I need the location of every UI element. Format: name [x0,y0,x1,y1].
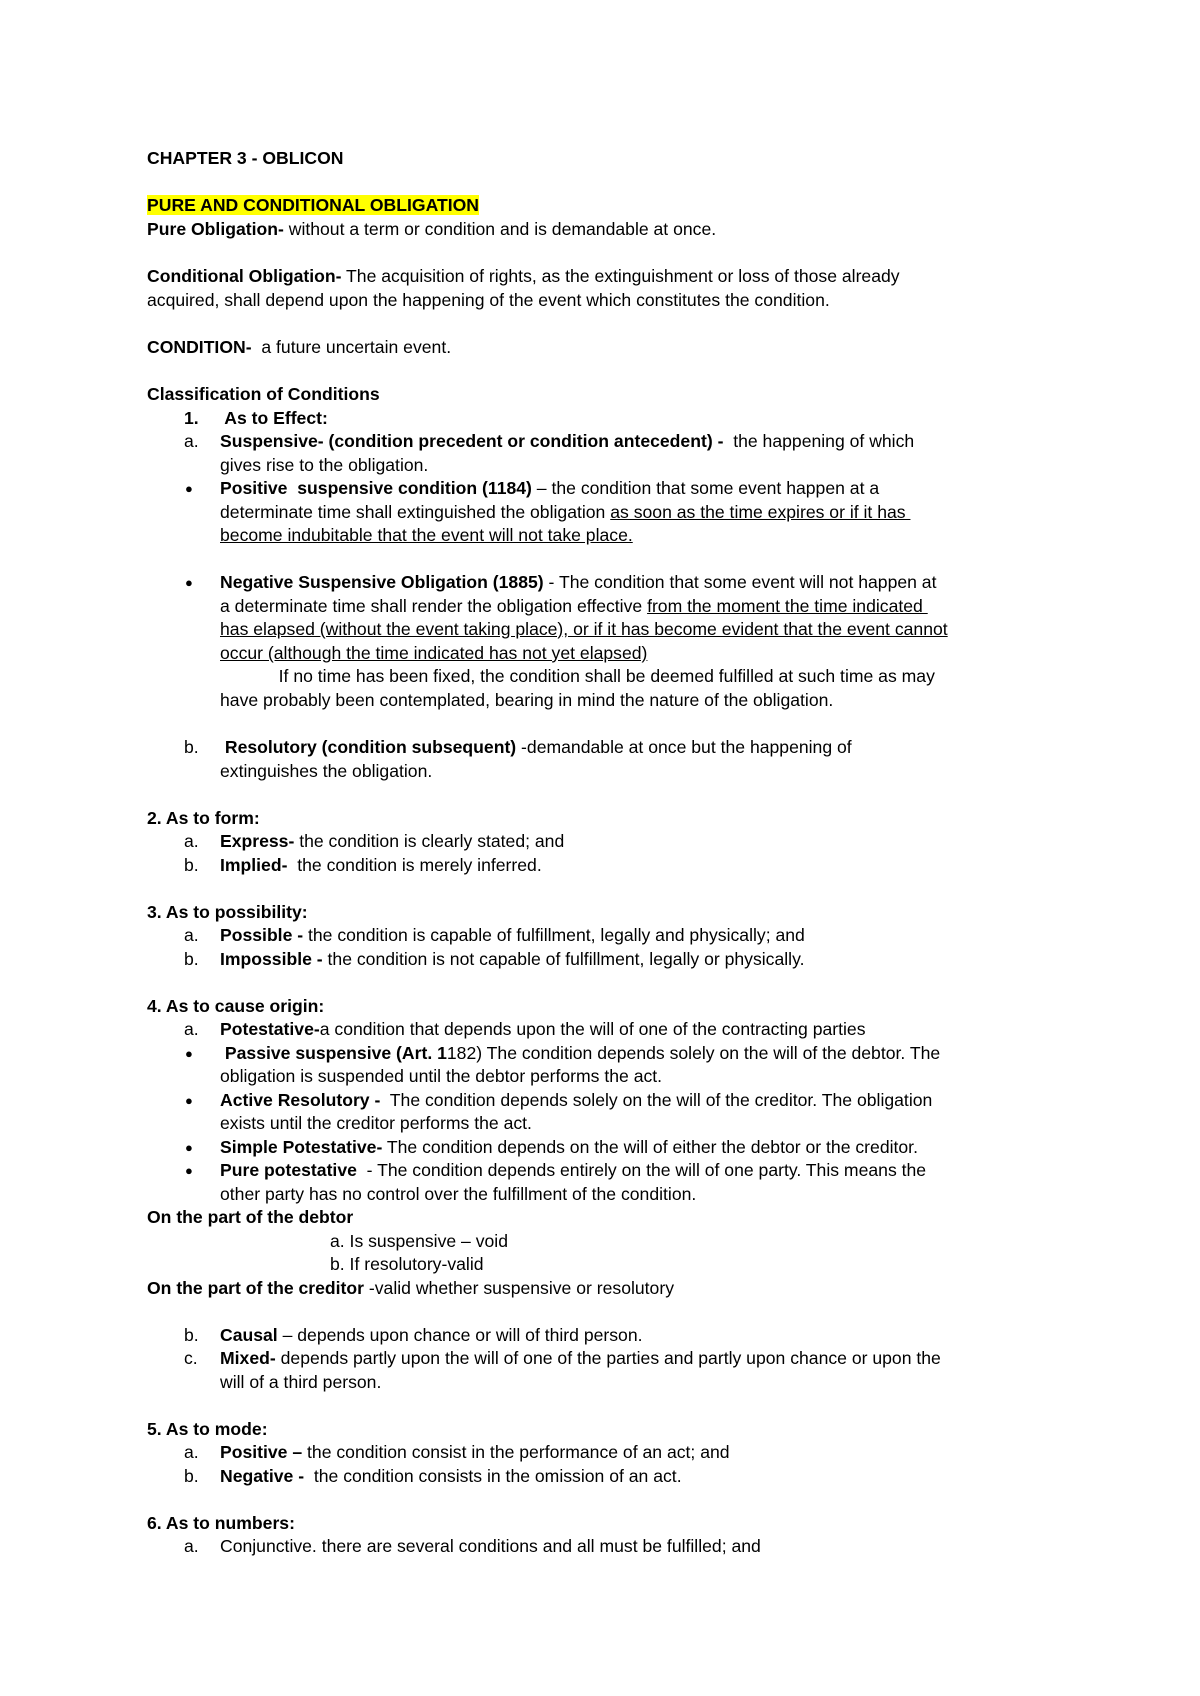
text-line [220,501,910,524]
bold-term: Impossible - [220,949,323,969]
list-marker: b. [184,1466,199,1486]
bold-term: 2. As to form: [147,808,260,828]
body-text: the condition is capable of fulfillment, legally and physically; and [303,925,805,945]
bullet-icon: ● [185,1046,193,1061]
list-marker: a. [184,431,199,451]
bold-term: Negative Suspensive Obligation (1885) [220,572,544,592]
bold-term: Passive suspensive (Art. 1 [220,1043,447,1063]
body-text: a condition that depends upon the will of one of the contracting parties [319,1019,866,1039]
body-text: - The condition depends entirely on the will of one party. This means the [356,1160,927,1180]
bullet-icon: ● [185,575,193,590]
document-title: CHAPTER 3 - OBLICON [147,148,344,168]
bold-term: Active Resolutory - [220,1090,381,1110]
text-line [220,1089,932,1112]
text-line [147,1277,674,1300]
list-marker: a. [184,1536,199,1556]
text-line [220,736,852,759]
text-line [220,760,432,783]
bold-term: Possible - [220,925,304,945]
list-marker: b. [184,855,199,875]
bold-term: Simple Potestative- [220,1137,383,1157]
body-text: will of a third person. [220,1372,382,1392]
text-line [147,1512,295,1535]
bold-term: On the part of the creditor [147,1278,365,1298]
bold-term: Potestative- [220,1019,320,1039]
body-text: 182) The condition depends solely on the will of the debtor. The [446,1043,941,1063]
text-line [220,1324,643,1347]
bold-term: Negative - [220,1466,305,1486]
text-line [220,1018,866,1041]
text-line [220,924,805,947]
text-line [220,571,937,594]
bold-term: 3. As to possibility: [147,902,308,922]
bold-term: Express- [220,831,295,851]
body-text: the condition is not capable of fulfillment, legally or physically. [322,949,805,969]
body-text: the condition consists in the omission of an act. [304,1466,682,1486]
body-text: depends partly upon the will of one of the parties and partly upon chance or upon the [275,1348,941,1368]
text-line [220,477,879,500]
bold-term: Implied- [220,855,288,875]
bold-term: Suspensive- (condition precedent or condition antecedent) - [220,431,724,451]
body-text: -demandable at once but the happening of [516,737,852,757]
list-marker: a. [184,925,199,945]
body-text: other party has no control over the fulfillment of the condition. [220,1184,697,1204]
text-line [220,1159,926,1182]
bold-term: Pure Obligation- [147,219,284,239]
list-marker: b. [184,737,199,757]
underlined-text: as soon as the time expires or if it has [610,502,911,522]
body-text: without a term or condition and is demandable at once. [283,219,717,239]
bullet-icon: ● [185,481,193,496]
bold-term: CONDITION- [147,337,252,357]
body-text: the condition consist in the performance of an act; and [302,1442,730,1462]
underlined-text: occur (although the time indicated has not yet elapsed) [220,643,648,663]
text-line [330,1230,508,1253]
body-text: -valid whether suspensive or resolutory [364,1278,675,1298]
text-line [220,1065,662,1088]
body-text: – depends upon chance or will of third person. [277,1325,643,1345]
bullet-icon: ● [185,1163,193,1178]
bold-term: Classification of Conditions [147,384,380,404]
text-line [147,289,830,312]
bold-term: 6. As to numbers: [147,1513,295,1533]
bullet-icon: ● [185,1093,193,1108]
text-line [147,995,324,1018]
body-text: a. Is suspensive – void [330,1231,508,1251]
list-marker: b. [184,1325,199,1345]
text-line [220,665,935,688]
body-text: gives rise to the obligation. [220,455,429,475]
highlighted-heading: PURE AND CONDITIONAL OBLIGATION [147,195,479,215]
body-text: – the condition that some event happen at a [531,478,880,498]
body-text: exists until the creditor performs the act. [220,1113,532,1133]
body-text: the condition is merely inferred. [287,855,542,875]
list-marker: a. [184,1019,199,1039]
bold-term: 5. As to mode: [147,1419,268,1439]
underlined-text: from the moment the time indicated [647,596,928,616]
bullet-icon: ● [185,1140,193,1155]
text-line [147,1418,268,1441]
body-text: the condition is clearly stated; and [294,831,565,851]
text-line [220,642,647,665]
text-line [220,430,914,453]
text-line [147,336,451,359]
text-line [220,407,328,430]
bold-term: Conditional Obligation- [147,266,342,286]
body-text: extinguishes the obligation. [220,761,433,781]
bold-term: 4. As to cause origin: [147,996,325,1016]
body-text: the happening of which [723,431,915,451]
text-line [220,1042,940,1065]
text-line [147,807,260,830]
bold-term: Pure potestative [220,1160,357,1180]
body-text: The acquisition of rights, as the extinguishment or loss of those already [341,266,900,286]
text-line [147,218,716,241]
section-heading [147,194,479,217]
text-line [220,689,833,712]
text-line [220,1371,381,1394]
text-line [220,1441,730,1464]
text-line [220,1183,696,1206]
list-marker: 1. [184,408,199,428]
text-line [220,948,804,971]
body-text: Conjunctive. there are several conditions and all must be fulfilled; and [220,1536,761,1556]
bold-term: Causal [220,1325,278,1345]
text-line [147,901,308,924]
text-line [220,595,928,618]
body-text: a future uncertain event. [251,337,452,357]
text-line [220,454,428,477]
list-marker: c. [184,1348,198,1368]
body-text: have probably been contemplated, bearing in mind the nature of the obligation. [220,690,834,710]
bold-term: Positive – [220,1442,303,1462]
list-marker: a. [184,831,199,851]
bold-term: Mixed- [220,1348,276,1368]
list-marker: a. [184,1442,199,1462]
bold-term: Positive suspensive condition (1184) [220,478,532,498]
body-text: b. If resolutory-valid [330,1254,484,1274]
text-line [220,1136,918,1159]
bold-term: Resolutory (condition subsequent) [220,737,517,757]
body-text: The condition depends on the will of either the debtor or the creditor. [382,1137,918,1157]
text-line [220,1535,761,1558]
text-line [220,1347,941,1370]
body-text: obligation is suspended until the debtor performs the act. [220,1066,663,1086]
body-text: acquired, shall depend upon the happening of the event which constitutes the condition. [147,290,830,310]
bold-term: On the part of the debtor [147,1207,354,1227]
body-text: - The condition that some event will not happen at [543,572,937,592]
text-line [220,830,564,853]
text-line [220,524,633,547]
text-line [220,618,948,641]
text-line [220,1112,532,1135]
bold-term: As to Effect: [220,408,328,428]
list-marker: b. [184,949,199,969]
text-line [330,1253,484,1276]
body-text: The condition depends solely on the will of the creditor. The obligation [380,1090,933,1110]
body-text: a determinate time shall render the obligation effective [220,596,648,616]
text-line [220,854,542,877]
text-line [147,383,380,406]
underlined-text: has elapsed (without the event taking place), or if it has become evident that the event cannot [220,619,948,639]
text-line [220,1465,682,1488]
body-text: If no time has been fixed, the condition shall be deemed fulfilled at such time as may [220,666,935,686]
body-text: determinate time shall extinguished the obligation [220,502,611,522]
text-line [147,265,900,288]
text-line [147,1206,353,1229]
underlined-text: become indubitable that the event will not take place. [220,525,633,545]
